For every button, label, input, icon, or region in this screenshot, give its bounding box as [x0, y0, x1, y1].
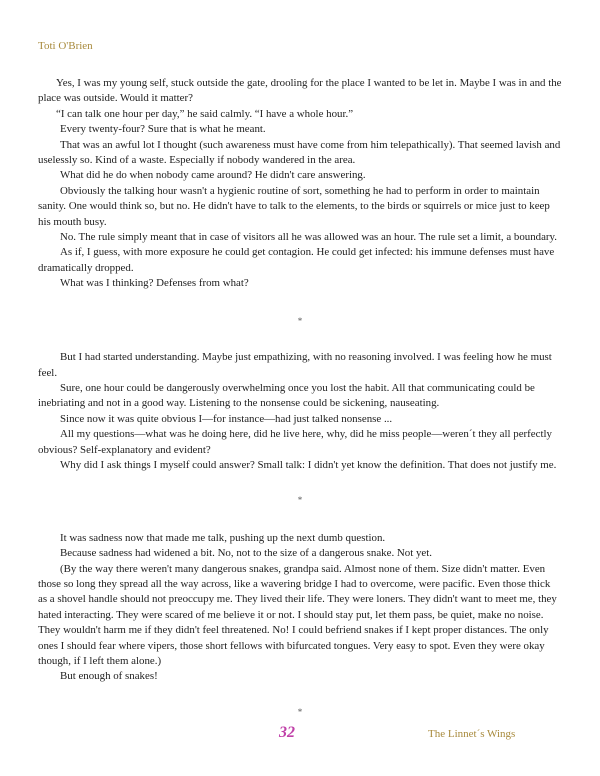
paragraph: (By the way there weren't many dangerous snakes, grandpa said. Almost none of them. Size didn't matter. Even those so long they spread all the way across, like a wavering bridge I had to overcome, were pacific. Even those thick as a shovel handle should not preoccupy me. They lived their life. They were loners. They didn't want to meet me, they hated interacting. They were scared of me believe it or not. I should stay put, let them pass, be quiet, make no noise. They wouldn't harm me if they didn't feel threatened. No! I could befriend snakes if I kept proper distances. The only ones I should fear where vipers, those short fellows with bifurcated tongues. Very easy to spot. Even they were okay though, if I left them alone.) [38, 562, 557, 667]
paragraph: It was sadness now that made me talk, pushing up the next dumb question. [60, 531, 386, 544]
paragraph: But enough of snakes! [60, 670, 158, 683]
section-separator: * [297, 315, 303, 326]
paragraph: Why did I ask things I myself could answer? Small talk: I didn't yet know the definition. That does not justify me. [60, 458, 557, 471]
running-footer-title: The Linnet´s Wings [428, 728, 516, 740]
page-body [38, 76, 562, 720]
paragraph: What did he do when nobody came around? He didn't care answering. [60, 169, 366, 182]
paragraph: Because sadness had widened a bit. No, not to the size of a dangerous snake. Not yet. [60, 547, 432, 560]
paragraph: All my questions—what was he doing here, did he live here, why, did he miss people—weren´t they all perfectly obvious? Self-explanatory and evident? [38, 428, 552, 456]
section-separator: * [297, 495, 303, 506]
paragraph: Since now it was quite obvious I—for instance—had just talked nonsense ... [60, 412, 393, 425]
paragraph: Every twenty-four? Sure that is what he meant. [60, 123, 266, 136]
paragraph: As if, I guess, with more exposure he could get contagion. He could get infected: his immune defenses must have dramatically dropped. [38, 246, 555, 274]
paragraph: Obviously the talking hour wasn't a hygienic routine of sort, something he had to perform in order to maintain sanity. One would think so, but no. He didn't have to talk to the elements, to the birds or squirrels or mice just to keep his mouth busy. [38, 184, 550, 228]
paragraph: What was I thinking? Defenses from what? [60, 277, 249, 290]
paragraph: “I can talk one hour per day,” he said calmly. “I have a whole hour.” [56, 107, 354, 120]
paragraph: That was an awful lot I thought (such awareness must have come from him telepathically). That seemed lavish and uselessly so. Kind of a waste. Especially if nobody wandered in the area. [38, 138, 561, 167]
page-number: 32 [279, 724, 295, 741]
section-separator: * [297, 706, 303, 717]
paragraph: But I had started understanding. Maybe just empathizing, with no reasoning involved. I was feeling how he must feel. [38, 351, 552, 379]
paragraph: Sure, one hour could be dangerously overwhelming once you lost the habit. All that communicating could be inebriating and not in a good way. Listening to the nonsense could be sickening, nauseating. [38, 381, 535, 410]
paragraph: No. The rule simply meant that in case of visitors all he was allowed was an hour. The rule set a limit, a boundary. [60, 231, 558, 244]
paragraph: Yes, I was my young self, stuck outside the gate, drooling for the place I wanted to be let in. Maybe I was in and the place was outside. Would it matter? [38, 77, 562, 105]
running-header-author: Toti O'Brien [38, 40, 93, 52]
